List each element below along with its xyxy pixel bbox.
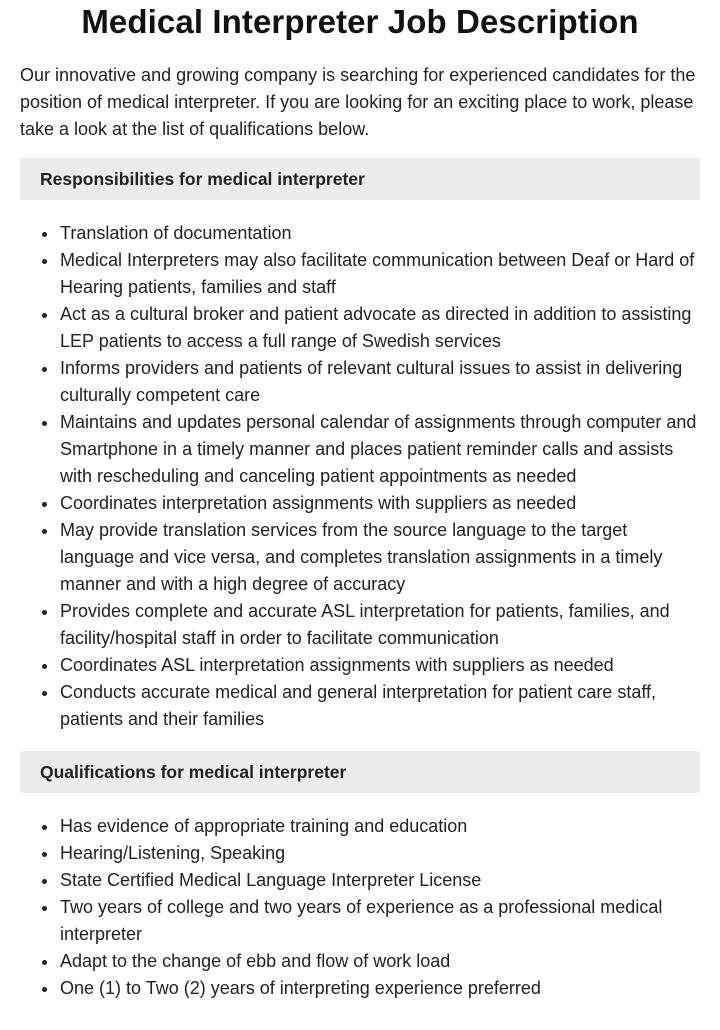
- list-item: Hearing/Listening, Speaking: [60, 840, 700, 867]
- list-item: Medical Interpreters may also facilitate communication between Deaf or Hard of Hearing patients, families and staff: [60, 247, 700, 301]
- list-item: Coordinates interpretation assignments with suppliers as needed: [60, 490, 700, 517]
- qualifications-section-header: [20, 751, 700, 793]
- page-title: Medical Interpreter Job Description: [81, 3, 639, 40]
- list-item: Informs providers and patients of relevant cultural issues to assist in delivering culturally competent care: [60, 355, 700, 409]
- list-item: Coordinates ASL interpretation assignments with suppliers as needed: [60, 652, 700, 679]
- list-item: Adapt to the change of ebb and flow of work load: [60, 948, 700, 975]
- list-item: State Certified Medical Language Interpreter License: [60, 867, 700, 894]
- list-item: Maintains and updates personal calendar of assignments through computer and Smartphone in a timely manner and places patient reminder calls and assists with rescheduling and canceling patient appointments as needed: [60, 409, 700, 490]
- list-item: May provide translation services from the source language to the target language and vice versa, and completes translation assignments in a timely manner and with a high degree of accuracy: [60, 517, 700, 598]
- qualifications-list: [20, 813, 700, 1002]
- list-item: Provides complete and accurate ASL interpretation for patients, families, and facility/hospital staff in order to facilitate communication: [60, 598, 700, 652]
- list-item: Translation of documentation: [60, 220, 700, 247]
- list-item: Act as a cultural broker and patient advocate as directed in addition to assisting LEP patients to access a full range of Swedish services: [60, 301, 700, 355]
- qualifications-heading: Qualifications for medical interpreter: [40, 761, 347, 782]
- intro-paragraph: Our innovative and growing company is searching for experienced candidates for the position of medical interpreter. If you are looking for an exciting place to work, please take a look at the list of qualifications below.: [20, 65, 696, 139]
- list-item: Two years of college and two years of experience as a professional medical interpreter: [60, 894, 700, 948]
- list-item: One (1) to Two (2) years of interpreting experience preferred: [60, 975, 700, 1002]
- responsibilities-heading: Responsibilities for medical interpreter: [40, 168, 365, 189]
- responsibilities-section-header: [20, 158, 700, 200]
- responsibilities-list: [20, 220, 700, 733]
- list-item: Has evidence of appropriate training and education: [60, 813, 700, 840]
- list-item: Conducts accurate medical and general interpretation for patient care staff, patients and their families: [60, 679, 700, 733]
